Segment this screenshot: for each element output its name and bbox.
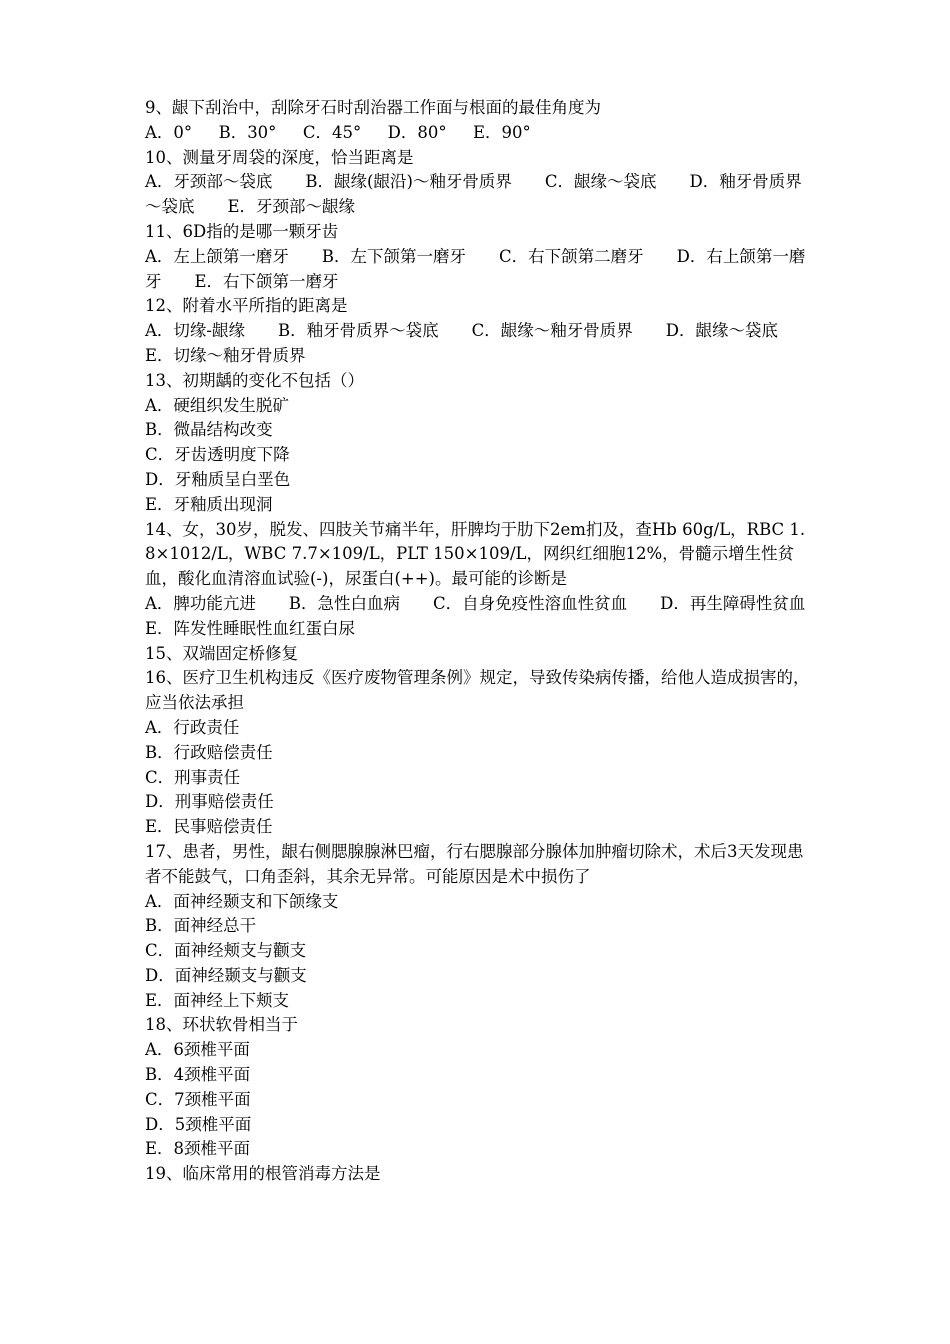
answer-option: A．硬组织发生脱矿 <box>145 395 289 415</box>
answer-option: A．6颈椎平面 <box>145 1040 250 1060</box>
answer-option: C．面神经颊支与颧支 <box>145 941 307 961</box>
answer-option: A．行政责任 <box>145 717 240 737</box>
question-stem: 19、临床常用的根管消毒方法是 <box>145 1164 381 1184</box>
answer-option: C．45° <box>302 122 362 142</box>
answer-option: E．面神经上下颊支 <box>145 990 290 1010</box>
answer-options-paragraph: A．左上颌第一磨牙 B．左下颌第一磨牙 C．右下颌第二磨牙 D．右上颌第一磨牙 E．右下颌第一磨牙 <box>145 246 806 291</box>
answer-option: B．微晶结构改变 <box>145 420 273 440</box>
answer-option: C．牙齿透明度下降 <box>145 445 290 465</box>
answer-option: D．80° <box>387 122 447 142</box>
answer-option: B．面神经总干 <box>145 916 257 936</box>
answer-option: D．牙釉质呈白垩色 <box>145 469 291 489</box>
question-stem: 9、龈下刮治中，刮除牙石时刮治器工作面与根面的最佳角度为 <box>145 98 601 117</box>
question-stem: 13、初期龋的变化不包括（） <box>145 370 364 390</box>
answer-options-paragraph: A．切缘-龈缘 B．釉牙骨质界～袋底 C．龈缘～釉牙骨质界 D．龈缘～袋底 E．切缘～釉牙骨质界 <box>145 321 811 365</box>
answer-option: C．刑事责任 <box>145 767 241 787</box>
answer-option: D．5颈椎平面 <box>145 1114 252 1134</box>
question-stem: 15、双端固定桥修复 <box>145 643 298 663</box>
question-stem: 10、测量牙周袋的深度，恰当距离是 <box>145 147 414 167</box>
answer-option: D．面神经颞支与颧支 <box>145 965 307 985</box>
answer-option: E．牙釉质出现洞 <box>145 494 273 514</box>
question-stem: 18、环状软骨相当于 <box>145 1015 298 1035</box>
question-stem: 17、患者，男性，龈右侧腮腺腺淋巴瘤，行右腮腺部分腺体加肿瘤切除术，术后3天发现患者不能鼓气，口角歪斜，其余无异常。可能原因是术中损伤了 <box>145 841 804 886</box>
document-page <box>145 96 839 1187</box>
option-row <box>145 121 815 146</box>
answer-option: E．民事赔偿责任 <box>145 817 273 837</box>
question-stem: 14、女，30岁，脱发、四肢关节痛半年，肝脾均于肋下2em扪及，查Hb 60g/L，RBC 1.8×1012/L，WBC 7.7×109/L，PLT 150×109/L，网织红细胞12%，骨髓示增生性贫血，酸化血清溶血试验(-)，尿蛋白(++)。最可能的诊断是 <box>145 519 806 589</box>
question-stem: 16、医疗卫生机构违反《医疗废物管理条例》规定，导致传染病传播，给他人造成损害的，应当依法承担 <box>145 668 810 713</box>
answer-option: A．0° <box>145 122 193 142</box>
answer-option: E．8颈椎平面 <box>145 1139 251 1159</box>
answer-option: E．90° <box>472 122 531 142</box>
answer-option: B．行政赔偿责任 <box>145 742 273 762</box>
answer-option: B．4颈椎平面 <box>145 1065 251 1085</box>
answer-option: D．刑事赔偿责任 <box>145 792 274 812</box>
question-stem: 12、附着水平所指的距离是 <box>145 296 348 316</box>
answer-options-paragraph: A．牙颈部～袋底 B．龈缘(龈沿)～釉牙骨质界 C．龈缘～袋底 D．釉牙骨质界～袋底 E．牙颈部～龈缘 <box>145 172 802 217</box>
answer-options-paragraph: A．脾功能亢进 B．急性白血病 C．自身免疫性溶血性贫血 D．再生障碍性贫血 E．阵发性睡眠性血红蛋白尿 <box>145 593 839 638</box>
answer-option: B．30° <box>218 122 277 142</box>
question-stem: 11、6D指的是哪一颗牙齿 <box>145 221 339 241</box>
answer-option: A．面神经颞支和下颌缘支 <box>145 891 339 911</box>
answer-option: C．7颈椎平面 <box>145 1089 251 1109</box>
